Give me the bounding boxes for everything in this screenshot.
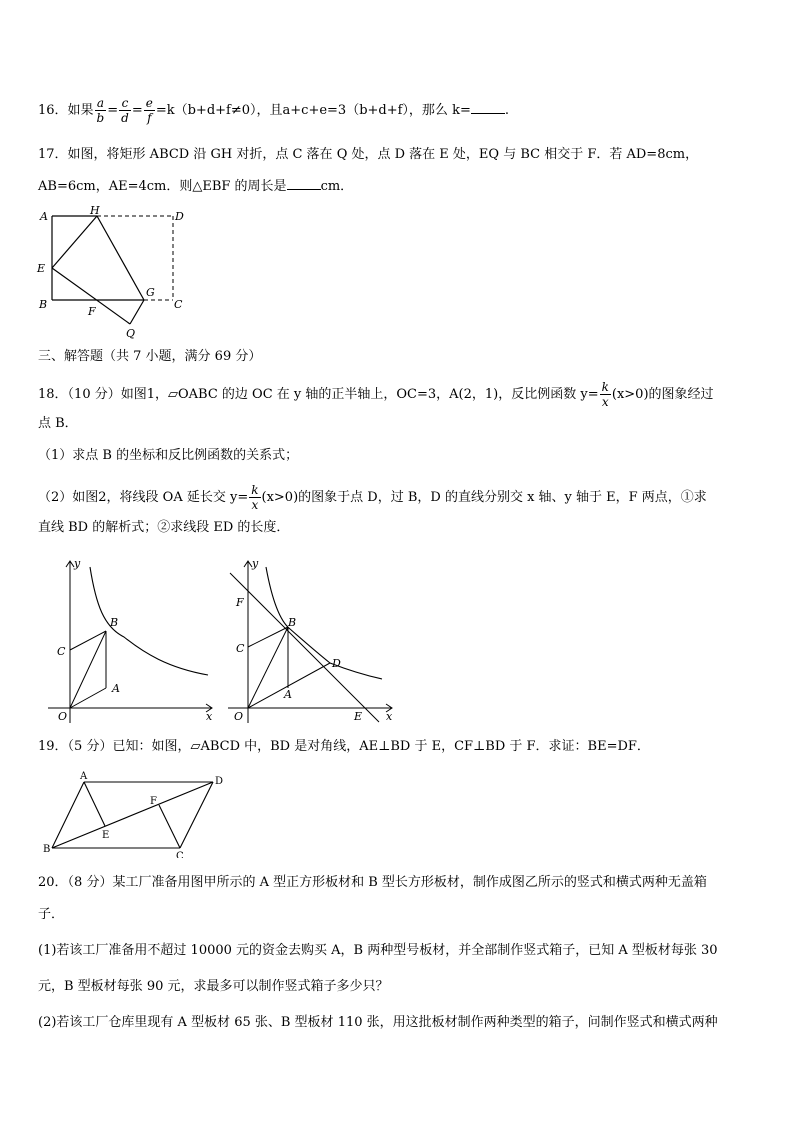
question-19: 19．（5 分）已知：如图，▱ABCD 中，BD 是对角线，AE⊥BD 于 E，CF⊥BD 于 F．求证：BE=DF． — [38, 739, 650, 754]
q20-part-2: (2)若该工厂仓库里现有 A 型板材 65 张、B 型板材 110 张，用这批板材制作两种类型的箱子，问制作竖式和横式两种 — [38, 1015, 718, 1030]
q18-line-2: 点 B． — [38, 416, 78, 431]
svg-text:y: y — [74, 557, 81, 570]
svg-text:E: E — [102, 830, 110, 841]
fraction-a-b: $\frac{a}{b}$ — [96, 96, 105, 125]
answer-blank — [471, 101, 505, 114]
svg-text:x: x — [386, 710, 393, 723]
q18-part-2-cont: 直线 BD 的解析式；②求线段 ED 的长度． — [38, 520, 290, 535]
fraction-c-d: $\frac{c}{d}$ — [121, 96, 129, 125]
fraction-k-x: $\frac{k}{x}$ — [601, 380, 609, 409]
q16-suffix: =k（b+d+f≠0），且a+c+e=3（b+d+f），那么 k= — [155, 103, 471, 118]
q18-part-2: （2）如图2，将线段 OA 延长交 y= $\frac{k}{x}$ (x>0)的图象于点 D，过 B，D 的直线分别交 x 轴、y 轴于 E，F 两点，①求 — [38, 483, 707, 512]
svg-text:O: O — [58, 710, 68, 723]
svg-text:A: A — [80, 771, 88, 782]
svg-text:C: C — [176, 851, 184, 858]
q20-part-1-cont: 元，B 型板材每张 90 元，求最多可以制作竖式箱子多少只？ — [38, 979, 389, 994]
q18-figure-1 — [40, 555, 220, 730]
q19-figure — [40, 768, 230, 858]
svg-text:D: D — [332, 657, 341, 670]
svg-text:F: F — [236, 596, 244, 609]
label-H: H — [90, 205, 100, 217]
fraction-k-x: $\frac{k}{x}$ — [251, 483, 259, 512]
svg-text:D: D — [215, 776, 224, 787]
question-16: 16．如果 $\frac{a}{b}$ = $\frac{c}{d}$ = $\frac{e}{f}$ =k（b+d+f≠0），且a+c+e=3（b+d+f），那么 k= . — [38, 96, 509, 125]
svg-text:C: C — [236, 642, 245, 655]
label-A: A — [40, 210, 48, 223]
q20-part-1: (1)若该工厂准备用不超过 10000 元的资金去购买 A，B 两种型号板材，并全部制作竖式箱子，已知 A 型板材每张 30 — [38, 943, 718, 958]
svg-text:A: A — [112, 682, 120, 695]
q17-line-1: 17．如图，将矩形 ABCD 沿 GH 对折，点 C 落在 Q 处，点 D 落在 E 处，EQ 与 BC 相交于 F．若 AD=8cm， — [38, 147, 699, 162]
label-E: E — [37, 262, 46, 275]
svg-text:x: x — [206, 710, 213, 723]
svg-text:y: y — [252, 557, 259, 570]
label-B: B — [39, 298, 48, 311]
label-F: F — [88, 305, 96, 318]
q17-figure — [32, 205, 192, 343]
q18-part-1: （1）求点 B 的坐标和反比例函数的关系式； — [38, 448, 299, 463]
q20-line-2: 子． — [38, 907, 65, 922]
q18-figure-2 — [222, 555, 402, 730]
svg-text:B: B — [110, 616, 119, 629]
svg-text:C: C — [57, 645, 66, 658]
label-D: D — [175, 210, 184, 223]
q17-line-2: AB=6cm，AE=4cm．则△EBF 的周长是 cm． — [38, 179, 354, 194]
svg-text:O: O — [234, 710, 244, 723]
svg-text:F: F — [150, 796, 157, 807]
q16-prefix: 16．如果 — [38, 103, 94, 118]
label-C: C — [174, 298, 183, 311]
answer-blank — [287, 177, 321, 190]
label-G: G — [146, 286, 155, 299]
q18-line-1: 18．（10 分）如图1，▱OABC 的边 OC 在 y 轴的正半轴上，OC=3，A(2，1)，反比例函数 y= $\frac{k}{x}$ (x>0)的图象经过 — [38, 380, 714, 409]
section-heading: 三、解答题（共 7 小题，满分 69 分） — [38, 349, 262, 364]
svg-text:B: B — [288, 616, 297, 629]
fraction-e-f: $\frac{e}{f}$ — [145, 96, 153, 125]
svg-text:E: E — [354, 710, 363, 723]
svg-text:B: B — [43, 844, 51, 855]
label-Q: Q — [126, 327, 136, 340]
q20-line-1: 20．（8 分）某工厂准备用图甲所示的 A 型正方形板材和 B 型长方形板材，制作成图乙所示的竖式和横式两种无盖箱 — [38, 875, 707, 890]
svg-text:A: A — [284, 688, 292, 701]
